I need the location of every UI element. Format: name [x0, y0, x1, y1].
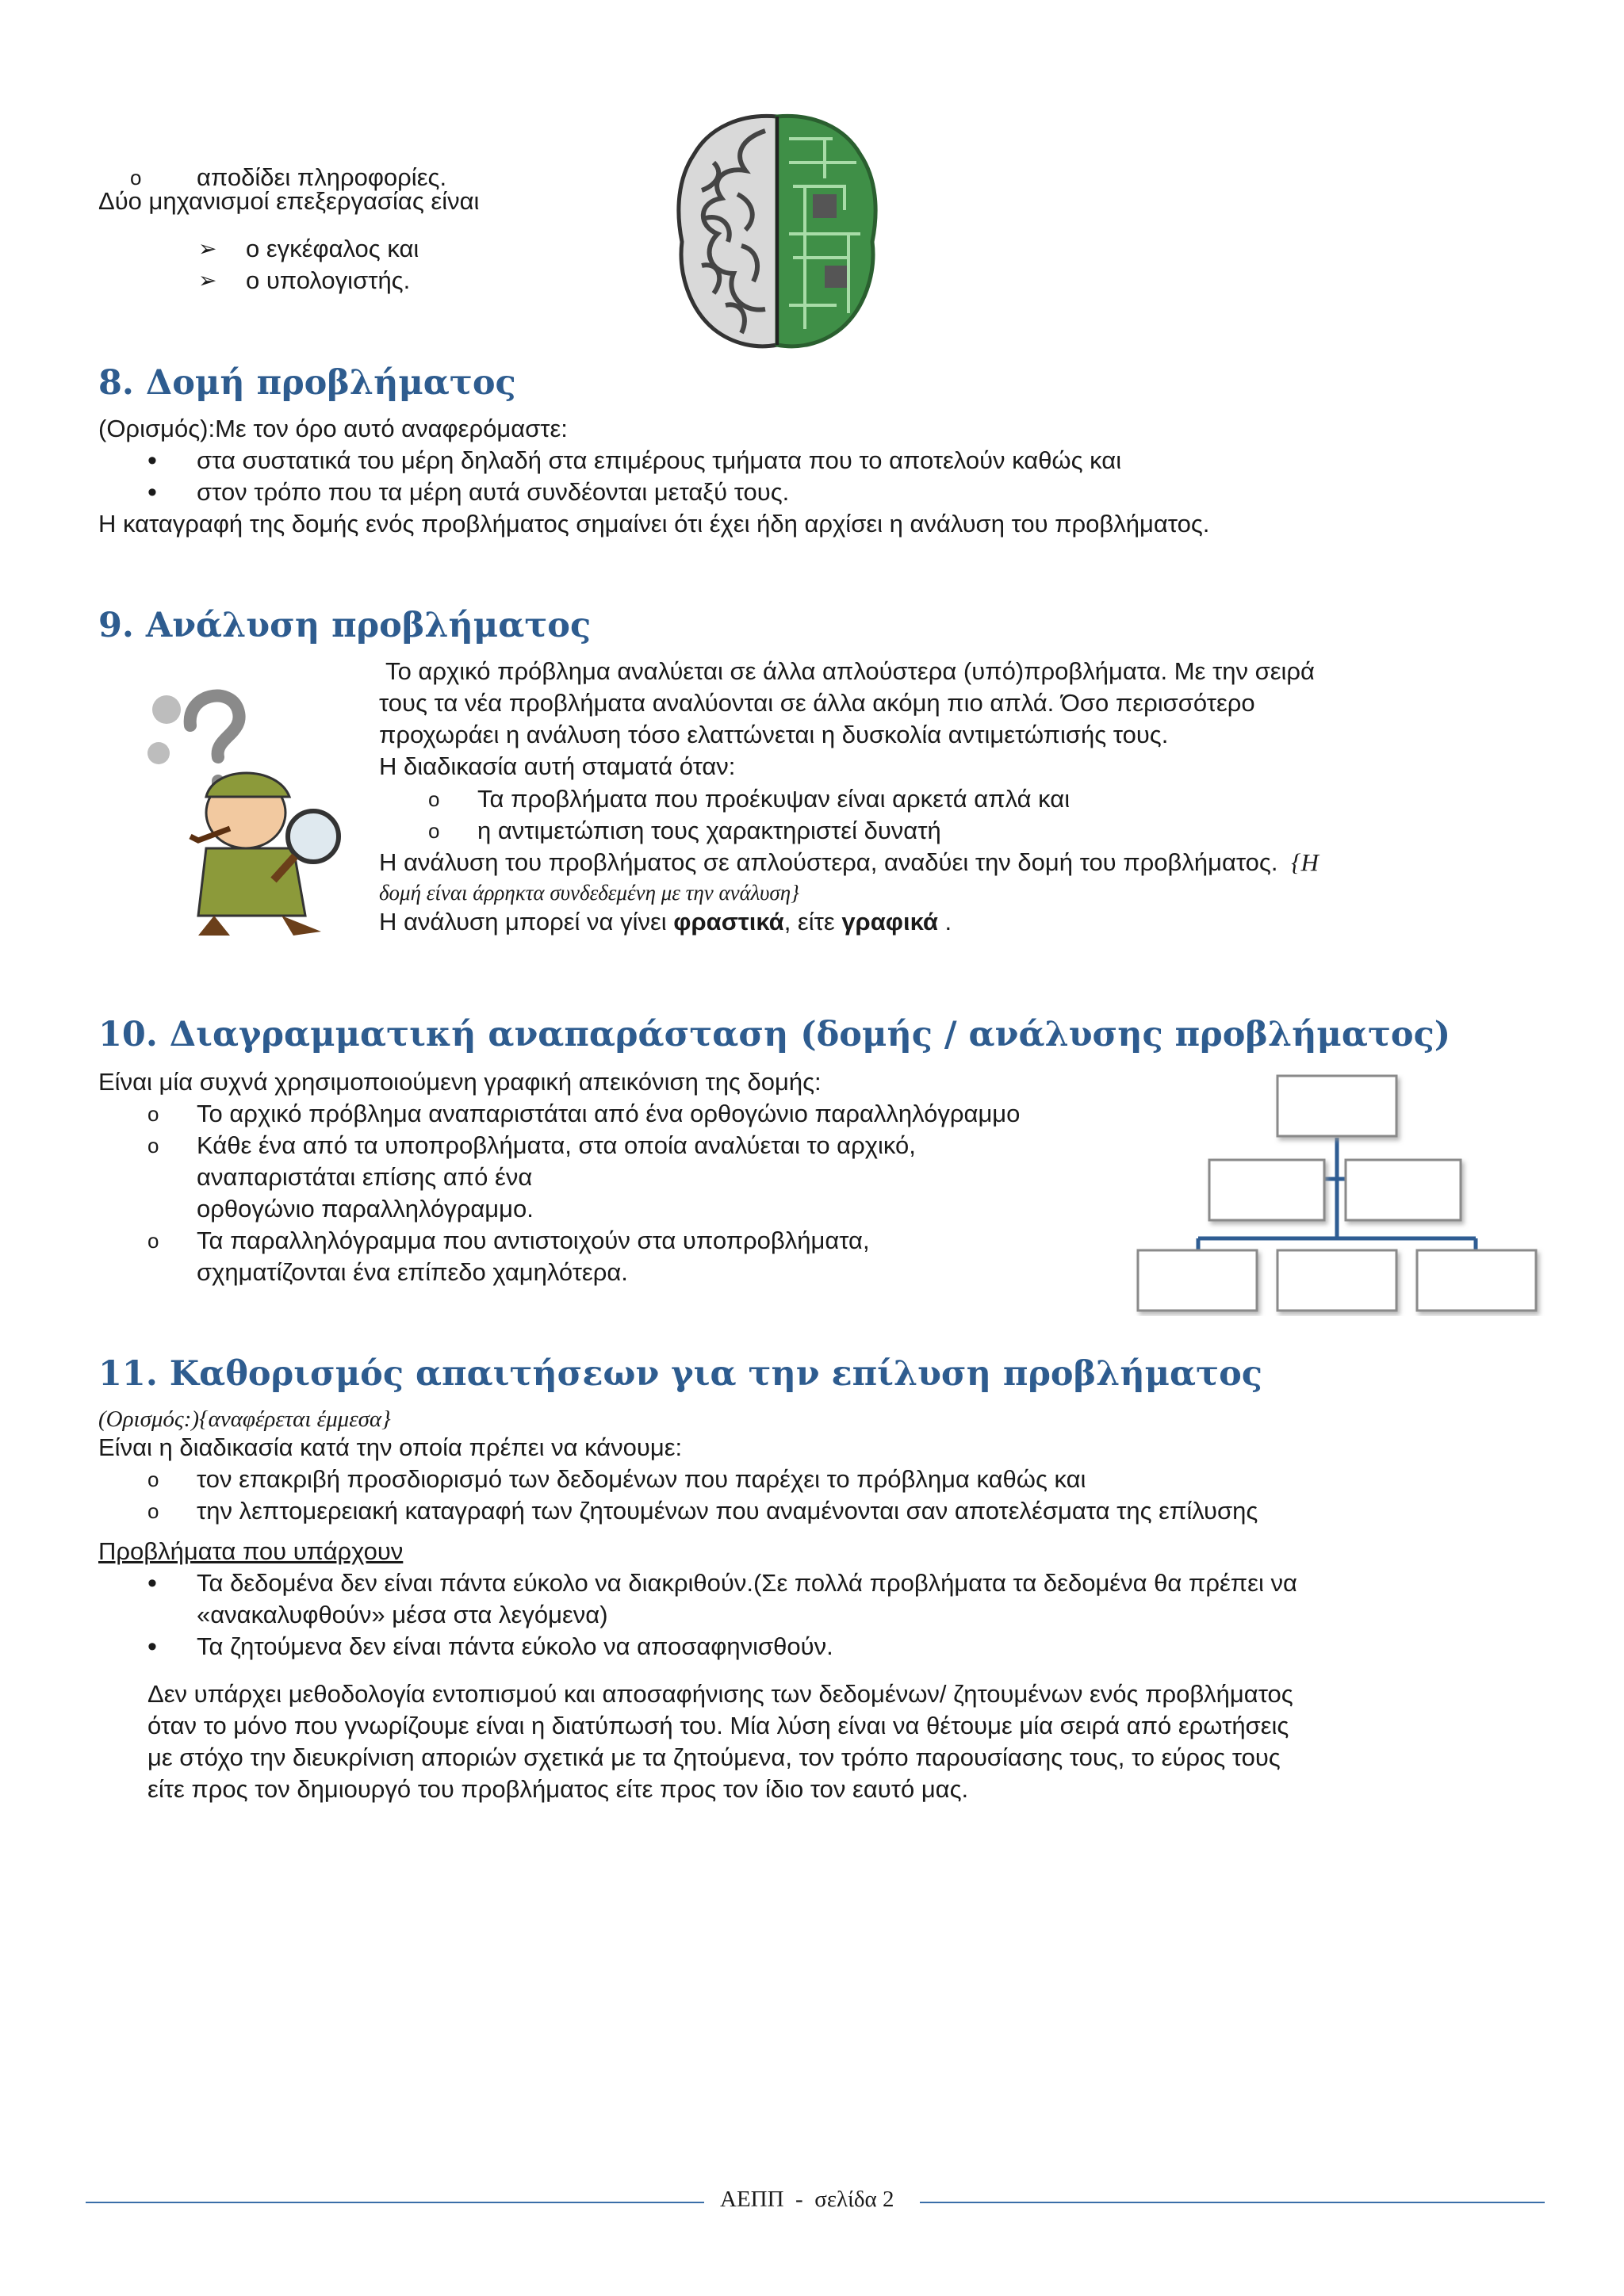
bold-term: φραστικά — [673, 908, 784, 936]
list-item: την λεπτομερειακή καταγραφή των ζητουμένων που αναμένονται σαν αποτελέσματα της επίλυσης — [197, 1497, 1258, 1525]
list-item: αποδίδει πληροφορίες. — [197, 163, 447, 191]
paragraph-line: Το αρχικό πρόβλημα αναλύεται σε άλλα απλούστερα (υπό)προβλήματα. Με την σειρά — [379, 657, 1315, 685]
list-item: στον τρόπο που τα μέρη αυτά συνδέονται μεταξύ τους. — [197, 478, 790, 506]
list-item: Κάθε ένα από τα υποπροβλήματα, στα οποία αναλύεται το αρχικό, — [197, 1131, 916, 1159]
section-heading: 8. Δομή προβλήματος — [98, 363, 516, 403]
bullet-dot: • — [147, 477, 157, 507]
definition: (Ορισμός:){αναφέρεται έμμεσα} — [98, 1406, 391, 1432]
bullet-circle: o — [147, 1229, 159, 1253]
bullet-dot: • — [147, 1568, 157, 1598]
paragraph-line: είτε προς τον δημιουργό του προβλήματος είτε προς τον ίδιο τον εαυτό μας. — [147, 1775, 969, 1803]
bullet-circle: o — [130, 166, 142, 189]
text-run: . — [937, 908, 952, 936]
text-run: Η ανάλυση μπορεί να γίνει — [379, 908, 674, 936]
paragraph: Είναι η διαδικασία κατά την οποία πρέπει να κάνουμε: — [98, 1433, 683, 1461]
bold-term: γραφικά — [841, 908, 938, 936]
bullet-circle: o — [147, 1499, 159, 1523]
section-heading: 10. Διαγραμματική αναπαράσταση (δομής / ανάλυσης προβλήματος) — [98, 1015, 1451, 1054]
analysis-result: Η ανάλυση του προβλήματος σε απλούστερα, αναδύει την δομή του προβλήματος. — [379, 848, 1278, 876]
paragraph-line — [379, 906, 952, 938]
bullet-circle: o — [147, 1468, 159, 1491]
list-item: ο εγκέφαλος και — [246, 235, 419, 262]
list-item: ο υπολογιστής. — [246, 266, 411, 294]
paragraph: Δύο μηχανισμοί επεξεργασίας είναι — [98, 187, 480, 215]
bullet-circle: o — [147, 1134, 159, 1158]
brain-circuit-image — [666, 107, 888, 361]
list-item: Το αρχικό πρόβλημα αναπαριστάται από ένα ορθογώνιο παραλληλόγραμμο — [197, 1100, 1021, 1127]
paragraph: Η καταγραφή της δομής ενός προβλήματος σημαίνει ότι έχει ήδη αρχίσει η ανάλυση του προβλήματος. — [98, 510, 1210, 538]
footer-rule-left — [86, 2202, 704, 2203]
list-item-line: «ανακαλυφθούν» μέσα στα λεγόμενα) — [197, 1601, 608, 1628]
subheading: Προβλήματα που υπάρχουν — [98, 1537, 404, 1565]
paragraph: Είναι μία συχνά χρησιμοποιούμενη γραφική απεικόνιση της δομής: — [98, 1068, 822, 1096]
paragraph-line: τους τα νέα προβλήματα αναλύονται σε άλλα ακόμη πιο απλά. Όσο περισσότερο — [379, 689, 1255, 717]
section-heading: 11. Καθορισμός απαιτήσεων για την επίλυση προβλήματος — [98, 1354, 1262, 1394]
list-item: η αντιμετώπιση τους χαρακτηριστεί δυνατή — [477, 817, 941, 844]
paragraph-line: με στόχο την διευκρίνιση αποριών σχετικά με τα ζητούμενα, τον τρόπο παρουσίασης τους, το εύρος τους — [147, 1743, 1281, 1771]
definition: (Ορισμός):Με τον όρο αυτό αναφερόμαστε: — [98, 415, 568, 442]
hierarchy-diagram — [1130, 1074, 1546, 1316]
paragraph-line: Δεν υπάρχει μεθοδολογία εντοπισμού και αποσαφήνισης των δεδομένων/ ζητουμένων ενός προβλήματος — [147, 1680, 1293, 1708]
paragraph-line — [379, 847, 1319, 878]
list-item: τον επακριβή προσδιορισμό των δεδομένων που παρέχει το πρόβλημα καθώς και — [197, 1465, 1086, 1493]
footer-rule-right — [920, 2202, 1545, 2203]
list-item: στα συστατικά του μέρη δηλαδή στα επιμέρους τμήματα που το αποτελούν καθώς και — [197, 446, 1122, 474]
bullet-arrow: ➢ — [198, 236, 217, 261]
bullet-dot: • — [147, 446, 157, 476]
list-item: Τα παραλληλόγραμμα που αντιστοιχούν στα υποπροβλήματα, — [197, 1226, 870, 1254]
paragraph-line: όταν το μόνο που γνωρίζουμε είναι η διατύπωσή του. Μία λύση είναι να θέτουμε μία σειρά από ερωτήσεις — [147, 1712, 1289, 1739]
list-item-line: σχηματίζονται ένα επίπεδο χαμηλότερα. — [197, 1258, 628, 1286]
list-item: Τα ζητούμενα δεν είναι πάντα εύκολο να αποσαφηνισθούν. — [197, 1632, 833, 1660]
page-footer: ΑΕΠΠ - σελίδα 2 — [720, 2187, 894, 2212]
list-item-line: ορθογώνιο παραλληλόγραμμο. — [197, 1195, 534, 1223]
list-item-line: αναπαριστάται επίσης από ένα — [197, 1163, 533, 1191]
bullet-circle: o — [428, 819, 440, 843]
detective-image — [111, 678, 365, 939]
list-item: Τα προβλήματα που προέκυψαν είναι αρκετά απλά και — [477, 785, 1071, 813]
note: δομή είναι άρρηκτα συνδεδεμένη με την ανάλυση} — [379, 881, 799, 905]
paragraph-line: προχωράει η ανάλυση τόσο ελαττώνεται η δυσκολία αντιμετώπισής τους. — [379, 721, 1169, 748]
bullet-circle: o — [147, 1102, 159, 1126]
bullet-arrow: ➢ — [198, 268, 217, 293]
note: {Η — [1291, 848, 1319, 876]
paragraph-line: Η διαδικασία αυτή σταματά όταν: — [379, 752, 736, 780]
bullet-circle: o — [428, 787, 440, 811]
section-heading: 9. Ανάλυση προβλήματος — [98, 606, 592, 645]
bullet-dot: • — [147, 1632, 157, 1662]
text-run: , είτε — [783, 908, 842, 936]
list-item: Τα δεδομένα δεν είναι πάντα εύκολο να διακριθούν.(Σε πολλά προβλήματα τα δεδομένα θα πρέπει να — [197, 1569, 1297, 1597]
